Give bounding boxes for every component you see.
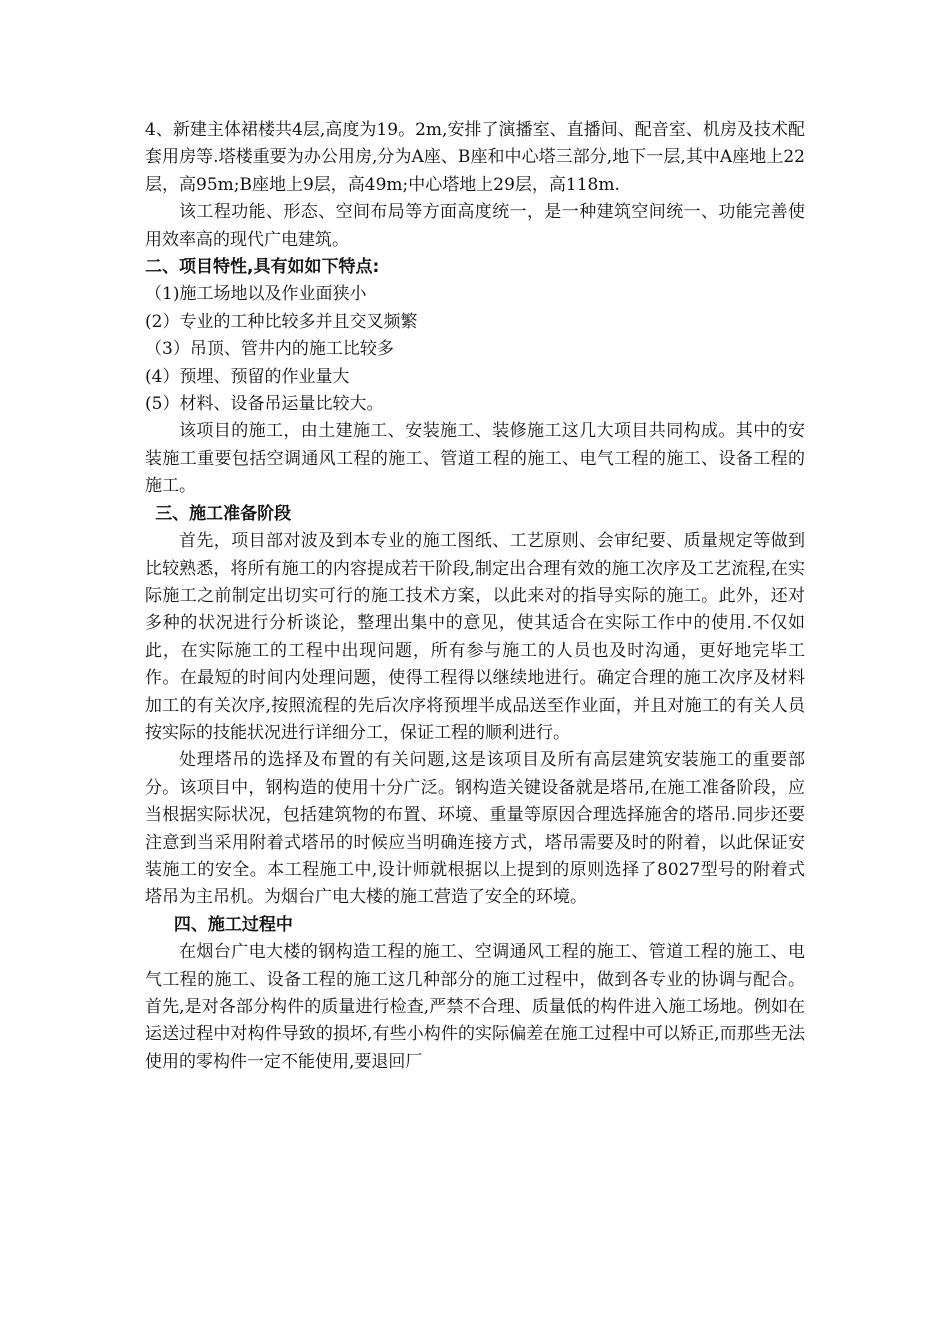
paragraph-preparation-details: 首先，项目部对波及到本专业的施工图纸、工艺原则、会审纪要、质量规定等做到比较熟悉，将所有施工的内容提成若干阶段,制定出合理有效的施工次序及工艺流程,在实际施工之前制定出切实可行的施工技术方案，以此来对的指导实际的施工。此外，还对多种的状况进行分析谈论，整理出集中的意见，使其适合在实际工作中的使用.不仅如此，在实际施工的工程中出现问题，所有参与施工的人员也及时沟通，更好地完毕工作。在最短的时间内处理问题，使得工程得以继续地进行。确定合理的施工次序及材料加工的有关次序,按照流程的先后次序将预埋半成品送至作业面，并且对施工的有关人员按实际的技能状况进行详细分工，保证工程的顺利进行。 bbox=[145, 531, 805, 743]
section-heading-preparation: 三、施工准备阶段 bbox=[155, 503, 292, 524]
document-body bbox=[145, 117, 805, 1076]
paragraph-tower-crane: 处理塔吊的选择及布置的有关问题,这是该项目及所有高层建筑安装施工的重要部分。该项目中，钢构造的使用十分广泛。钢构造关键设备就是塔吊,在施工准备阶段，应当根据实际状况，包括建筑物的布置、环境、重量等原因合理选择施舍的塔吊.同步还要注意到当采用附着式塔吊的时候应当明确连接方式，塔吊需要及时的附着，以此保证安装施工的安全。本工程施工中,设计师就根据以上提到的原则选择了8027型号的附着式塔吊为主吊机。为烟台广电大楼的施工营造了安全的环境。 bbox=[145, 750, 805, 908]
paragraph-construction-process: 在烟台广电大楼的钢构造工程的施工、空调通风工程的施工、管道工程的施工、电气工程的施工、设备工程的施工这几种部分的施工过程中，做到各专业的协调与配合。首先,是对各部分构件的质量进行检查,严禁不合理、质量低的构件进入施工场地。例如在运送过程中对构件导致的损坏,有些小构件的实际偏差在施工过程中可以矫正,而那些无法使用的零构件一定不能使用,要退回厂 bbox=[145, 942, 805, 1072]
list-item: （1)施工场地以及作业面狭小 bbox=[145, 284, 367, 305]
section-heading-construction-process: 四、施工过程中 bbox=[173, 914, 293, 935]
section-heading-project-features: 二、项目特性,具有如如下特点: bbox=[145, 257, 380, 278]
list-item: (5）材料、设备吊运量比较大。 bbox=[145, 394, 384, 415]
list-item: (2）专业的工种比较多并且交叉频繁 bbox=[145, 311, 418, 332]
paragraph-building-overview: 4、新建主体裙楼共4层,高度为19。2m,安排了演播室、直播间、配音室、机房及技术配套用房等.塔楼重要为办公用房,分为A座、B座和中心塔三部分,地下一层,其中A座地上22层，高95m;B座地上9层，高49m;中心塔地上29层，高118m. bbox=[145, 120, 805, 195]
paragraph-building-summary: 该工程功能、形态、空间布局等方面高度统一，是一种建筑空间统一、功能完善使用效率高的现代广电建筑。 bbox=[145, 202, 805, 250]
list-item: (4）预埋、预留的作业量大 bbox=[145, 366, 350, 387]
list-item: （3）吊顶、管井内的施工比较多 bbox=[145, 339, 394, 360]
paragraph-project-composition: 该项目的施工，由土建施工、安装施工、装修施工这几大项目共同构成。其中的安装施工重要包括空调通风工程的施工、管道工程的施工、电气工程的施工、设备工程的施工。 bbox=[145, 421, 805, 497]
